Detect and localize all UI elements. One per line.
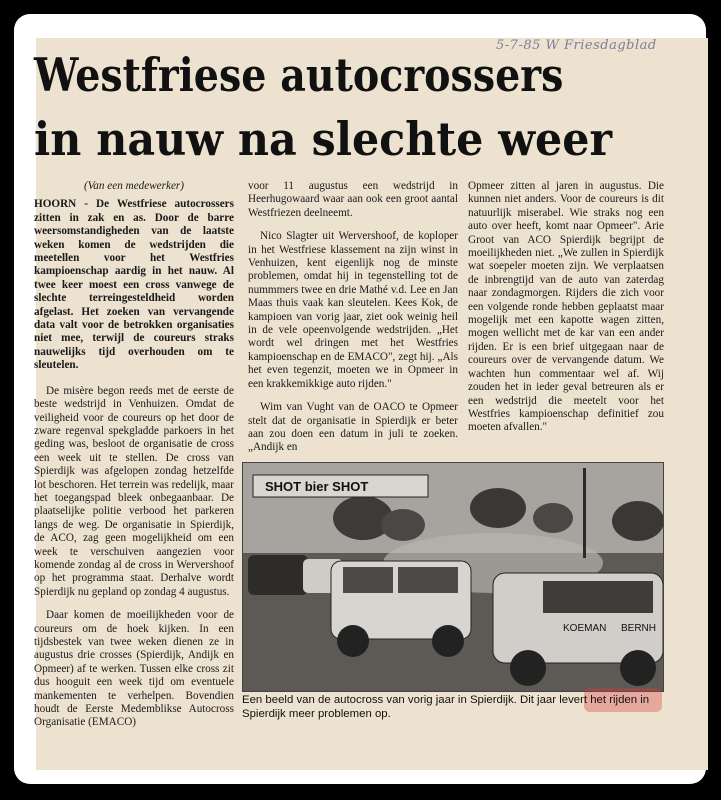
article-column-2 xyxy=(248,180,458,465)
car-lettering-1: KOEMAN xyxy=(563,623,607,634)
headline-line-1: Westfriese autocrossers xyxy=(34,48,564,102)
lead-paragraph xyxy=(34,198,234,372)
car-lettering-2: BERNH xyxy=(621,623,657,634)
handwritten-date-note: 5-7-85 W Friesdagblad xyxy=(496,38,657,53)
banner-text: SHOT bier SHOT xyxy=(265,479,369,494)
dateline-place: HOORN xyxy=(34,198,77,211)
lead-text: - De Westfriese autocrossers zitten in zak en as. Door de barre weersomstandigheden van de laatste weken komen de wedstrijden die meetellen voor het Westfries kampioenschap aardig in het nauw. Al twee keer moest een cross vanwege de slechte terreingesteldheid worden afgelast. Het zoeken van vervangende data valt voor de betrokken organisaties niet mee, terwijl de coureurs straks nauwelijks tijd overhouden om te sleutelen. xyxy=(34,198,234,372)
article-paragraph: Wim van Vught van de OACO te Opmeer stelt dat de organisatie in Spierdijk er beter aan zou doen een datum in juli te zoeken. „Andijk en xyxy=(248,401,458,454)
article-column-3 xyxy=(468,180,664,445)
byline: (Van een medewerker) xyxy=(83,180,185,192)
article-paragraph: voor 11 augustus een wedstrijd in Heerhugowaard waar aan ook een groot aantal Westfriezen deelneemt. xyxy=(248,180,458,219)
photo-caption: Een beeld van de autocross van vorig jaar in Spierdijk. Dit jaar levert het rijden in Spierdijk meer problemen op. xyxy=(242,694,650,720)
photo-illustration xyxy=(243,463,663,691)
article-paragraph: De misère begon reeds met de eerste de beste wedstrijd in Venhuizen. Omdat de veiligheid voor de coureurs op het door de zware regenval spekgladde parkoers in het geding was, besloot de organisatie de cross een week uit te stellen. De cross van Spierdijk was afgelopen zondag hetzelfde lot beschoren. Het terrein was redelijk, maar het toegangspad bleek onbegaanbaar. De plaatselijke politie verbood het parkeren langs de weg. De organisatie in Spierdijk, de ACO, zag geen mogelijkheid om een week te verschuiven aangezien voor komende zondag al de cross in Wervershoof op het programma staat. Derhalve wordt Spierdijk nu gepland op zondag 4 augustus. xyxy=(34,384,234,598)
article-column-1 xyxy=(34,180,234,740)
article-paragraph: Nico Slagter uit Wervershoof, de koploper in het Westfriese klassement na zijn winst in Venhuizen, kent eigenlijk nog de minste problemen, omdat hij in tegenstelling tot de nummmers twee en drie Mathé v.d. Lee en Jan Maas thuis vaak kan sleutelen. Kees Kok, de kampioen van vorig jaar, ziet ook weinig heil in de vele opeenvolgende wedstrijden. „Het wordt wel dringen met het Westfries kampioenschap en de EMACO", zegt hij. „Als het even tegenzit, moeten we in Opmeer in een krakkemikkige auto rijden." xyxy=(248,230,458,390)
headline-line-2: in nauw na slechte weer xyxy=(34,112,612,166)
article-paragraph: Daar komen de moeilijkheden voor de coureurs om de hoek kijken. In een tijdsbestek van twee weken dienen ze in augustus drie crosses (Spierdijk, Andijk en Opmeer) af te werken. Tussen elke cross zit dus hooguit een week tijd om eventuele mankementen te verhelpen. Bovendien houdt de Eerste Medemblikse Autocross Organisatie (EMACO) xyxy=(34,609,234,729)
news-photo-autocross xyxy=(242,462,664,692)
article-paragraph: Opmeer zitten al jaren in augustus. Die kunnen niet anders. Voor de coureurs is dit natuurlijk miserabel. Wie straks nog een auto over heeft, komt naar Opmeer". Arie Groot van ACO Spierdijk begrijpt de moeilijkheden niet. „We zullen in Spierdijk wat soepeler moeten zijn. We verplaatsen de inbrengtijd van de auto van zaterdag naar zondagmorgen. Rijders die zich voor een volgende ronde hebben geplaatst maar mogelijk met een kapotte wagen zitten, mogen wellicht met de kar van een ander rijden. Er is een brief uitgegaan naar de coureurs over de vervangende datum. We wachten hun commentaar wel af. Wij zouden het in ieder geval betreuren als er een wedstrijd die meetelt voor het Westfries kampioenschap definitief zou moeten afvallen." xyxy=(468,180,664,434)
